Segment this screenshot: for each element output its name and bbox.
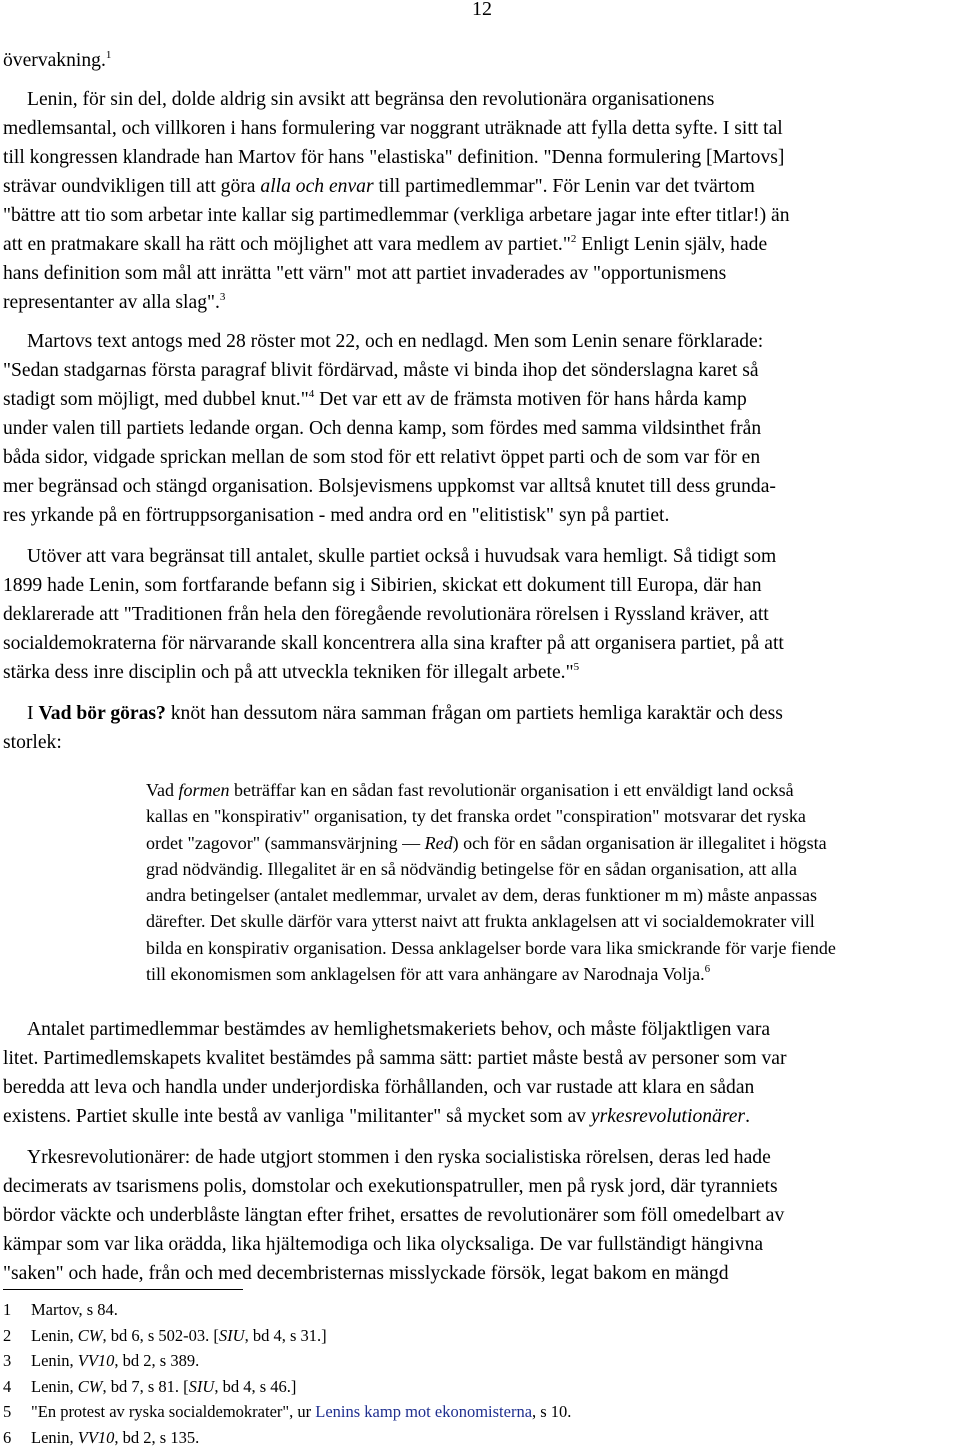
text-run: "En protest av ryska socialdemokrater", ur: [31, 1402, 315, 1421]
text-line: medlemsantal, och villkoren i hans formulering var noggrant uträknade att fylla detta syfte. I sitt tal: [3, 114, 955, 143]
text-line: Yrkesrevolutionärer: de hade utgjort stommen i den ryska socialistiska rörelsen, deras led hade: [3, 1143, 955, 1172]
paragraph-6: [3, 1143, 955, 1288]
paragraph-0: [3, 46, 955, 75]
text-line: [3, 230, 955, 259]
text-run: Lenin,: [31, 1351, 78, 1370]
footnote-text: [31, 1425, 199, 1450]
quote-line: [146, 777, 891, 803]
text-line: litet. Partimedlemskapets kvalitet bestämdes på samma sätt: partiet måste bestå av personer som var: [3, 1044, 955, 1073]
text-line: storlek:: [3, 728, 955, 757]
footnote-text: Martov, s 84.: [31, 1297, 118, 1323]
italic-text: CW: [78, 1326, 103, 1345]
text-run: , bd 4, s 31.]: [245, 1326, 327, 1345]
footnote-ref-6[interactable]: 6: [705, 963, 711, 975]
text-run: stärka dess inre disciplin och på att utveckla tekniken för illegalt arbete.": [3, 662, 574, 683]
text-run: knöt han dessutom nära samman frågan om partiets hemliga karaktär och dess: [166, 703, 783, 724]
text-line: res yrkande på en förtruppsorganisation - med andra ord en "elitistisk" syn på partiet.: [3, 501, 955, 530]
paragraph-3: [3, 542, 955, 687]
text-line: Antalet partimedlemmar bestämdes av hemlighetsmakeriets behov, och måste följaktligen vara: [3, 1015, 955, 1044]
text-run: Enligt Lenin själv, hade: [576, 234, 767, 255]
text-run: strävar oundvikligen till att göra: [3, 176, 260, 197]
text-line: [3, 658, 955, 687]
text-run: , s 10.: [532, 1402, 571, 1421]
footnote-ref-3[interactable]: 3: [220, 291, 226, 303]
italic-text: yrkesrevolutionärer: [591, 1106, 745, 1127]
italic-text: VV10: [78, 1351, 115, 1370]
page-number: 12: [472, 0, 492, 21]
text-line: till kongressen klandrade han Martov för hans "elastiska" definition. "Denna formulering [Martovs]: [3, 143, 955, 172]
text-run: , bd 6, s 502-03. [: [103, 1326, 219, 1345]
text-line: Utöver att vara begränsat till antalet, skulle partiet också i huvudsak vara hemligt. Så tidigt som: [3, 542, 955, 571]
text-line: [3, 288, 955, 317]
footnote-ref-1[interactable]: 1: [106, 49, 112, 61]
text-line: mer begränsad och stängd organisation. Bolsjevismens uppkomst var alltså knutet till dess grunda-: [3, 472, 955, 501]
text-line: deklarerade att "Traditionen från hela den föregående revolutionära rörelsen i Ryssland kräver, att: [3, 600, 955, 629]
document-body: [3, 46, 955, 1288]
text-run: I: [27, 703, 38, 724]
footnote-6: [3, 1425, 903, 1450]
text-line: hans definition som mål att inrätta "ett värn" mot att partiet invaderades av "opportunismens: [3, 259, 955, 288]
footnote-number: 3: [3, 1348, 31, 1374]
text-run: ordet "zagovor" (sammansvärjning —: [146, 833, 425, 853]
text-line: under valen till partiets ledande organ. Och denna kamp, som fördes med samma vildsinthet från: [3, 414, 955, 443]
quote-line: andra betingelser (antalet medlemmar, urvalet av dem, deras funktioner m m) måste anpassas: [146, 882, 891, 908]
text-run: Lenin,: [31, 1377, 78, 1396]
paragraph-1: [3, 85, 955, 114]
italic-text: SIU: [189, 1377, 215, 1396]
quote-line: [146, 830, 891, 856]
text-line: 1899 hade Lenin, som fortfarande befann sig i Sibirien, skickat ett dokument till Europa, där han: [3, 571, 955, 600]
paragraph-4: [3, 699, 955, 757]
quote-line: därefter. Det skulle därför vara ytterst naivt att frukta anklagelsen att vi socialdemokrater vill: [146, 908, 891, 934]
text-run: till ekonomismen som anklagelsen för att vara anhängare av Narodnaja Volja.: [146, 964, 705, 984]
text-run: att en pratmakare skall ha rätt och möjlighet att vara medlem av partiet.": [3, 234, 571, 255]
italic-text: VV10: [78, 1428, 115, 1447]
text-line: "saken" och hade, från och med decembristernas misslyckade försök, legat bakom en mängd: [3, 1259, 955, 1288]
text-line: kämpar som var lika orädda, lika hjältemodiga och lika olycksaliga. De var fullständigt hängivna: [3, 1230, 955, 1259]
footnote-link[interactable]: Lenins kamp mot ekonomisterna: [315, 1402, 532, 1421]
paragraph-1-cont: [3, 114, 955, 317]
text-line: beredda att leva och handla under underjordiska förhållanden, och var rustade att klara en sådan: [3, 1073, 955, 1102]
text-run: .: [745, 1106, 750, 1127]
text-run: Vad: [146, 780, 179, 800]
text-line: [3, 172, 955, 201]
text-run: , bd 7, s 81. [: [103, 1377, 189, 1396]
italic-text: CW: [78, 1377, 103, 1396]
footnote-ref-2[interactable]: 2: [571, 233, 577, 245]
text-line: [3, 699, 955, 728]
text-line: "Sedan stadgarnas första paragraf blivit fördärvad, måste vi binda ihop det sönderslagna karet så: [3, 356, 955, 385]
italic-text: SIU: [219, 1326, 245, 1345]
footnote-text: [31, 1323, 327, 1349]
text-run: stadigt som möjligt, med dubbel knut.": [3, 389, 309, 410]
footnote-3: [3, 1348, 903, 1374]
footnote-number: 1: [3, 1297, 31, 1323]
italic-text: alla och envar: [260, 176, 373, 197]
text-line: båda sidor, vidgade sprickan mellan de som stod för ett relativt öppet parti och de som var för en: [3, 443, 955, 472]
footnotes: [3, 1297, 903, 1450]
text-line: socialdemokraterna för närvarande skall koncentrera alla sina krafter på att organisera partiet, på att: [3, 629, 955, 658]
text-run: ) och för en sådan organisation är illegalitet i högsta: [453, 833, 827, 853]
italic-text: formen: [179, 780, 230, 800]
block-quote: [3, 777, 891, 987]
footnote-4: [3, 1374, 903, 1400]
footnote-number: 2: [3, 1323, 31, 1349]
text-run: , bd 4, s 46.]: [214, 1377, 296, 1396]
paragraph-text: övervakning.: [3, 50, 106, 71]
footnote-text: [31, 1348, 199, 1374]
quote-line: bilda en konspirativ organisation. Dessa anklagelser borde vara lika smickrande för varje fiende: [146, 935, 891, 961]
text-run: , bd 2, s 389.: [114, 1351, 199, 1370]
text-run: Lenin,: [31, 1428, 78, 1447]
footnote-text: [31, 1399, 571, 1425]
paragraph-2: [3, 327, 955, 530]
text-line: [3, 1102, 955, 1131]
footnote-number: 5: [3, 1399, 31, 1425]
footnote-text: [31, 1374, 296, 1400]
italic-text: Red: [425, 833, 453, 853]
footnote-divider: [3, 1289, 243, 1290]
footnote-ref-4[interactable]: 4: [309, 388, 315, 400]
quote-line: kallas en "konspirativ" organisation, ty det franska ordet "conspiration" motsvarar det ryska: [146, 803, 891, 829]
text-line: Lenin, för sin del, dolde aldrig sin avsikt att begränsa den revolutionära organisationens: [3, 85, 955, 114]
text-line: "bättre att tio som arbetar inte kallar sig partimedlemmar (verkliga arbetare jagar inte efter titlar!) än: [3, 201, 955, 230]
text-line: bördor väckte och underblåste längtan efter frihet, ersattes de revolutionärer som föll omedelbart av: [3, 1201, 955, 1230]
text-run: beträffar kan en sådan fast revolutionär organisation i ett enväldigt land också: [230, 780, 794, 800]
quote-line: [146, 961, 891, 987]
text-line: decimerats av tsarismens polis, domstolar och exekutionspatruller, men på rysk jord, där tyranniets: [3, 1172, 955, 1201]
paragraph-5: [3, 1015, 955, 1131]
text-line: [3, 385, 955, 414]
text-run: Det var ett av de främsta motiven för hans hårda kamp: [314, 389, 747, 410]
text-line: Martovs text antogs med 28 röster mot 22, och en nedlagd. Men som Lenin senare förklarade:: [3, 327, 955, 356]
text-run: , bd 2, s 135.: [114, 1428, 199, 1447]
book-title: Vad bör göras?: [38, 703, 165, 724]
footnote-number: 6: [3, 1425, 31, 1450]
text-run: Lenin,: [31, 1326, 78, 1345]
footnote-1: [3, 1297, 903, 1323]
footnote-5: [3, 1399, 903, 1425]
text-run: representanter av alla slag".: [3, 292, 220, 313]
footnote-ref-5[interactable]: 5: [574, 661, 580, 673]
footnote-2: [3, 1323, 903, 1349]
text-run: till partimedlemmar". För Lenin var det tvärtom: [374, 176, 755, 197]
text-run: existens. Partiet skulle inte bestå av vanliga "militanter" så mycket som av: [3, 1106, 591, 1127]
footnote-number: 4: [3, 1374, 31, 1400]
quote-line: grad nödvändig. Illegalitet är en så nödvändig betingelse för en sådan organisation, att alla: [146, 856, 891, 882]
